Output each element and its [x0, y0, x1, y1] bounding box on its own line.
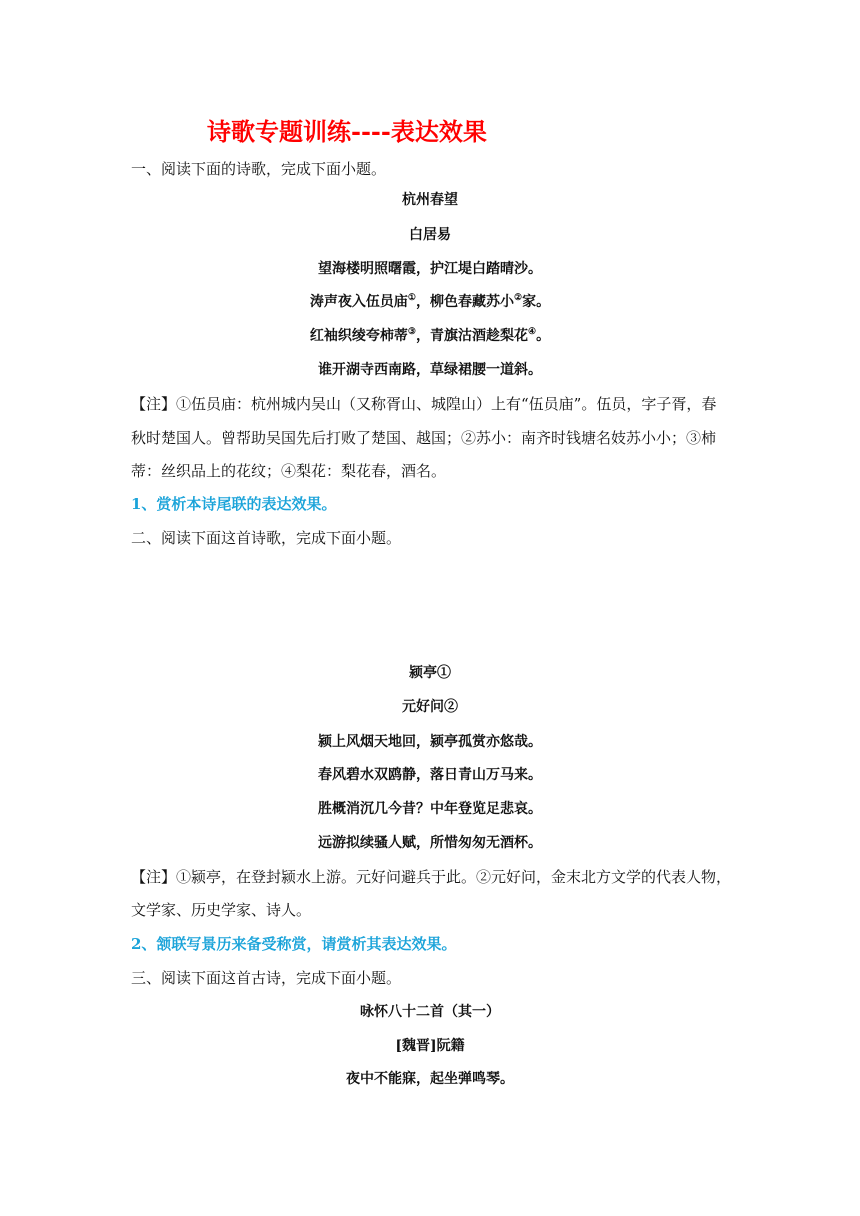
section3-poem-author: [魏晋]阮籍	[395, 1038, 465, 1054]
section1-instruction: 一、阅读下面的诗歌，完成下面小题。	[131, 160, 387, 178]
section1-note-line-3: 蒂：丝织品上的花纹；④梨花：梨花春，酒名。	[131, 462, 447, 480]
section1-question: 1、赏析本诗尾联的表达效果。	[131, 495, 337, 513]
section1-poem-author: 白居易	[409, 227, 451, 243]
section3-poem-title: 咏怀八十二首（其一）	[360, 1004, 500, 1020]
section1-poem-line-4: 谁开湖寺西南路，草绿裙腰一道斜。	[318, 362, 542, 378]
footnote-marker: ①	[407, 293, 416, 303]
section1-poem-title: 杭州春望	[402, 192, 458, 208]
section2-note-line-1: 【注】①颍亭，在登封颍水上游。元好问避兵于此。②元好问，金末北方文学的代表人物，	[131, 868, 732, 886]
section2-poem-line-4: 远游拟续骚人赋，所惜匆匆无酒杯。	[318, 835, 542, 851]
footnote-marker: ②	[514, 293, 523, 303]
section2-question: 2、颔联写景历来备受称赏，请赏析其表达效果。	[131, 935, 457, 953]
section2-instruction: 二、阅读下面这首诗歌，完成下面小题。	[131, 529, 402, 547]
section2-poem-line-3: 胜概消沉几今昔？中年登览足悲哀。	[318, 801, 542, 817]
document-title: 诗歌专题训练----表达效果	[207, 117, 487, 146]
section2-note-line-2: 文学家、历史学家、诗人。	[131, 901, 312, 919]
section1-poem-line-3: 红袖织绫夸柿蒂③，青旗沽酒趁梨花④。	[309, 327, 551, 344]
section3-poem-line-1: 夜中不能寐，起坐弹鸣琴。	[346, 1071, 514, 1087]
section1-poem-line-2: 涛声夜入伍员庙①，柳色春藏苏小②家。	[309, 293, 551, 310]
section3-instruction: 三、阅读下面这首古诗，完成下面小题。	[131, 969, 402, 987]
section2-poem-title: 颍亭①	[409, 665, 451, 681]
section2-poem-line-2: 春风碧水双鸥静，落日青山万马来。	[318, 767, 542, 783]
footnote-marker: ④	[528, 327, 537, 337]
section1-note-line-1: 【注】①伍员庙：杭州城内吴山（又称胥山、城隍山）上有“伍员庙”。伍员，字子胥，春	[131, 395, 717, 413]
section2-poem-author: 元好问②	[402, 699, 458, 715]
section2-poem-line-1: 颍上风烟天地回，颍亭孤赏亦悠哉。	[318, 734, 542, 750]
footnote-marker: ③	[407, 327, 416, 337]
section1-poem-line-1: 望海楼明照曙霞，护江堤白踏晴沙。	[318, 261, 542, 277]
section1-note-line-2: 秋时楚国人。曾帮助吴国先后打败了楚国、越国；②苏小：南齐时钱塘名妓苏小小；③柿	[131, 429, 717, 447]
